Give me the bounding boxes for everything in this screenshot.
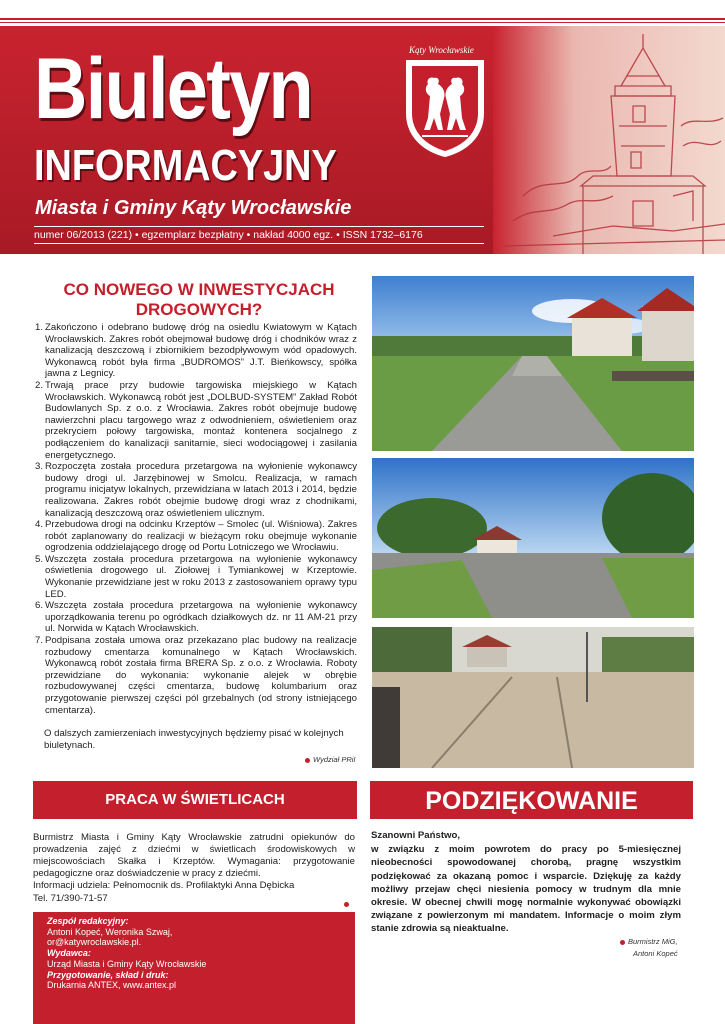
bullet-icon	[620, 940, 625, 945]
photo-road-smolec	[372, 458, 694, 618]
list-item: 4. Przebudowa drogi na odcinku Krzeptów – Smolec (ul. Wiśniowa). Zakres robót zaplanowany do realizacji w bieżącym roku obejmuje wykonanie ogrodzenia oddzielającego drogę od Portu Lotniczego we Wrocławiu.	[35, 519, 357, 554]
top-rule	[0, 18, 725, 20]
bullet-icon	[344, 902, 349, 907]
thanks-greeting: Szanowni Państwo,	[371, 830, 461, 841]
masthead	[0, 26, 725, 254]
praca-phone: Tel. 71/390-71-57	[33, 893, 108, 904]
publisher-label: Wydawca:	[47, 948, 91, 959]
list-item: 7. Podpisana została umowa oraz przekazano plac budowy na realizacje rozbudowy cmentarza komunalnego w Kątach Wrocławskich. Wykonawcą robót została firma BRERA Sp. z o.o. z Wrocławia. Roboty przewidziane do wykonania: wykonanie alejek w obrębie rozbudowywanej części cmentarza, budowę kolumbarium oraz przygotowanie pierwszej części pól grzebalnych (od strony istniejącego cmentarza).	[35, 635, 357, 716]
print-label: Przygotowanie, skład i druk:	[47, 969, 169, 980]
list-item: 2. Trwają prace przy budowie targowiska miejskiego w Kątach Wrocławskich. Wykonawcą robót jest „DOLBUD-SYSTEM” Zakład Robót Budowlanych Sp. z o.o. z Wrocławia. Zakres robót obejmuje budowę nawierzchni placu targowego wraz z odwodnieniem, oświetleniem oraz przekryciem połowy targowiska, montaż kontenera socjalnego z podłączeniem do kanalizacji sanitarnie, sieci wodociągowej i zasilania energetycznego.	[35, 379, 357, 461]
investment-list	[35, 322, 357, 716]
subtitle: Miasta i Gminy Kąty Wrocławskie	[35, 197, 352, 219]
praca-info: Informacji udziela: Pełnomocnik ds. Profilaktyki Anna Dębicka	[33, 880, 295, 891]
article-closing: O dalszych zamierzeniach inwestycyjnych będziemy pisać w kolejnych biuletynach.	[44, 728, 344, 751]
title: Biuletyn	[34, 41, 313, 137]
photo-marketplace-construction	[372, 627, 694, 768]
thanks-body: w związku z moim powrotem do pracy po 5-miesięcznej nieobecności spowodowanej chorobą, pragnę wszystkim podziękować za okazaną pomoc i wsparcie. Dziękuję za każdy możliwy przejaw chęci niesienia pomocy w trudnym dla mnie okresie. W obecnej chwili mogę normalnie wykonywać obowiązki związane z powierzonym mi mandatem. Informacje o moim złym stanie zdrowia są nieaktualne.	[371, 844, 681, 935]
bullet-icon	[305, 758, 310, 763]
team-label: Zespół redakcyjny:	[47, 916, 129, 926]
team: Antoni Kopeć, Weronika Szwaj,	[47, 926, 173, 937]
article-title: CO NOWEGO W INWESTYCJACH DROGOWYCH?	[63, 280, 335, 319]
top-rule-thin	[0, 22, 725, 23]
editorial-email[interactable]: or@katywroclawskie.pl.	[47, 937, 142, 948]
printer: Drukarnia ANTEX, www.antex.pl	[47, 980, 177, 991]
article-signature: Wydział PRiI	[305, 755, 356, 764]
list-item: 5. Wszczęta została procedura przetargowa na wyłonienie wykonawcy oświetlenia drogowego ul. Ziołowej i Tymiankowej w Krzeptowie. Wykonanie przewidziane jest w roku 2013 z zastosowaniem oprawy typu LED.	[35, 553, 357, 600]
list-item: 6. Wszczęta została procedura przetargowa na wyłonienie wykonawcy uporządkowania terenu po ogródkach działkowych dz. nr 11 AM-21 przy ul. Norwida w Kątach Wrocławskich.	[35, 600, 357, 635]
praca-banner: PRACA W ŚWIETLICACH	[33, 781, 357, 819]
list-item: 1. Zakończono i odebrano budowę dróg na osiedlu Kwiatowym w Kątach Wrocławskich. Zakres robót obejmował budowę dróg i chodników wraz z kanalizacją deszczową i zbiornikiem bezodpływowym wód opadowych. Wykonawcą robót była firma „BUDROMOS” J.T. Bieńkowscy, spółka jawna z Legnicy.	[35, 322, 357, 380]
list-item: 3. Rozpoczęta została procedura przetargowa na wyłonienie wykonawcy budowy drogi ul. Jarzębinowej w Smolcu. Realizacja, w ramach programu inicjatyw lokalnych, przewidziana w latach 2013 i 2014, będzie realizowana. Zakres robót obejmie budowę drogi wraz z chodnikami, kanalizacją deszczową oraz oświetleniem ulicznym.	[35, 461, 357, 519]
tower-sketch-image	[493, 26, 725, 254]
title-informacyjny: INFORMACYJNY	[34, 141, 337, 190]
thanks-text	[371, 829, 681, 936]
editorial-box	[33, 912, 355, 1024]
thanks-signature: Burmistrz MiG,	[620, 937, 678, 946]
coat-of-arms-icon	[404, 58, 486, 163]
crest-label: Kąty Wrocławskie	[409, 45, 474, 55]
praca-text: Burmistrz Miasta i Gminy Kąty Wrocławskie zatrudni opiekunów do prowadzenia zajęć z dziećmi w świetlicach środowiskowych w miejscowościach Skałka i Krzeptów. Wymagania: przygotowanie pedagogiczne oraz doświadczenie w pracy z dziećmi. Informacji udziela: Pełnomocnik ds. Profilaktyki Anna Dębicka	[33, 832, 355, 891]
photo-road-kwiatowe	[372, 276, 694, 451]
podziekowanie-banner: PODZIĘKOWANIE	[370, 781, 693, 819]
issue-info: numer 06/2013 (221) • egzemplarz bezpłatny • nakład 4000 egz. • ISSN 1732–6176	[34, 226, 484, 244]
thanks-signature-name: Antoni Kopeć	[633, 949, 678, 958]
publisher: Urząd Miasta i Gminy Kąty Wrocławskie	[47, 958, 207, 969]
